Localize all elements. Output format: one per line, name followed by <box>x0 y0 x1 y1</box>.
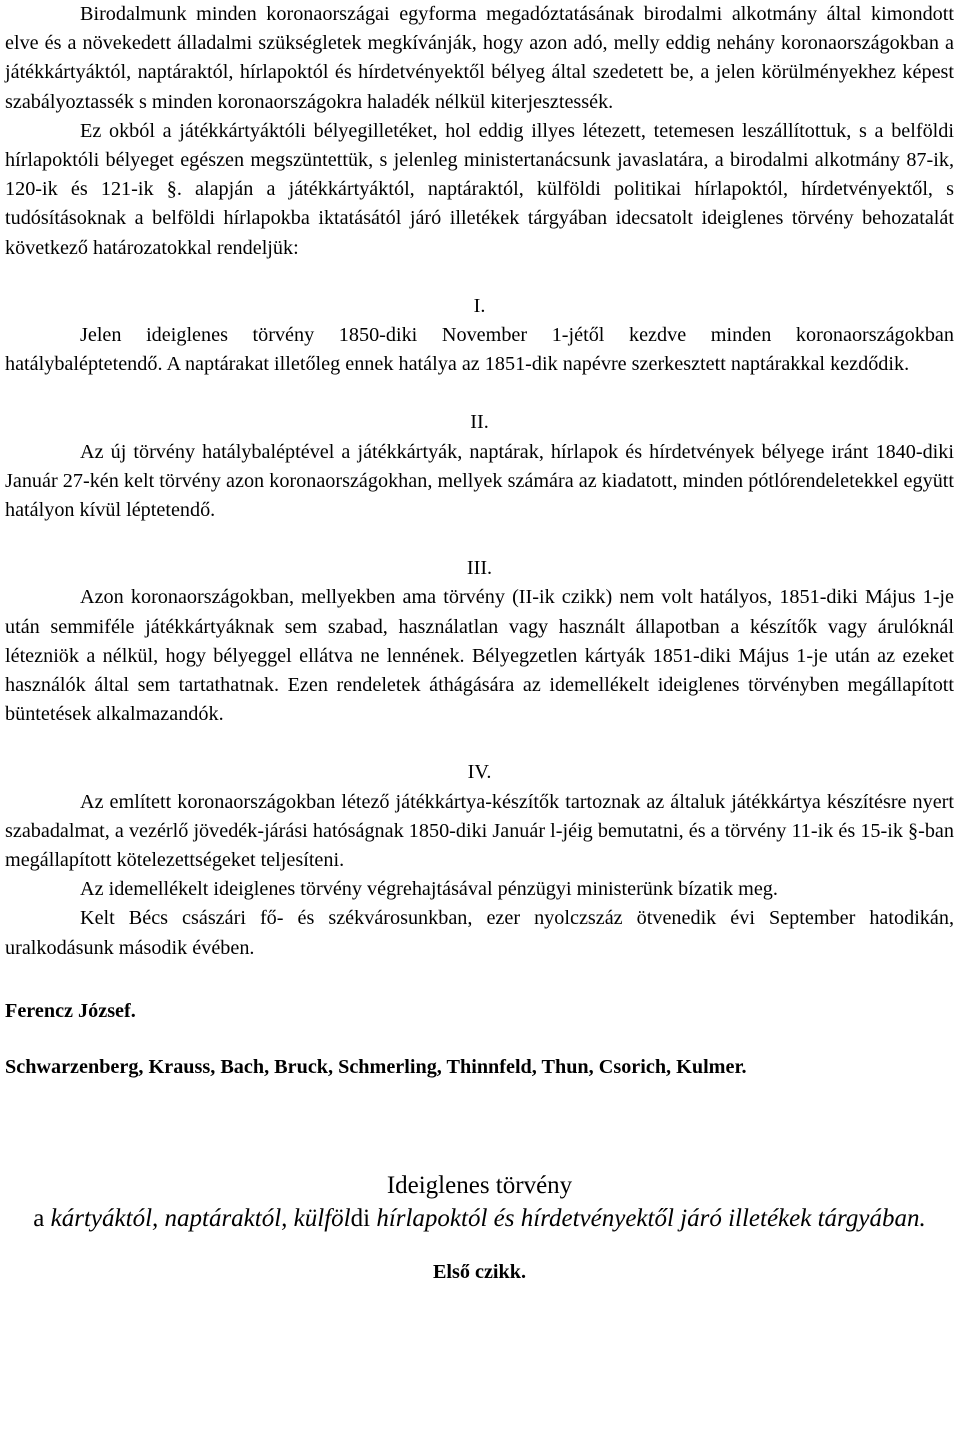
minister-signatures: Schwarzenberg, Krauss, Bach, Bruck, Schmerling, Thinnfeld, Thun, Csorich, Kulmer. <box>5 1056 747 1079</box>
spacer <box>5 963 954 997</box>
spacer <box>5 525 954 554</box>
section-3-paragraph: Azon koronaországokban, mellyekben ama törvény (II-ik czikk) nem volt hatályos, 1851-diki Május 1-je után semmiféle játékkártyáknak sem szabad, használatlan vagy használt állapotban a készítők vagy árulóknál létezniök a nélkül, hogy bélyeggel ellátva ne lennének. Bélyegzetlen kártyák 1851-diki Május 1-je után az ezeket használók által sem tartathatnak. Ezen rendeletek áthágására az idemellékelt ideiglenes törvényben megállapított büntetések alkalmazandók. <box>5 586 954 726</box>
annex-subtitle-italic-1: kártyáktól, naptáraktól, külföl <box>50 1205 351 1233</box>
section-numeral-4: IV. <box>467 761 492 784</box>
preamble-paragraph-1: Birodalmunk minden koronaországai egyforma megadóztatásának birodalmi alkotmány által kimondott elve és a növekedett álladalmi szükségletek megkívánják, hogy azon adó, melly eddig nehány koronaországokban a játékkártyáktól, naptáraktól, hírlapoktól és hírdetvényektől bélyeg által szedetett be, a jelen körülményekhez képest szabályoztassék s minden koronaországokra haladék nélkül kiterjesztessék. <box>5 3 954 113</box>
spacer <box>5 729 954 758</box>
section-4-paragraph-2: Az idemellékelt ideiglenes törvény végrehajtásával pénzügyi ministerünk bízatik meg. <box>80 878 778 901</box>
emperor-signature: Ferencz József. <box>5 999 136 1022</box>
section-1-paragraph: Jelen ideiglenes törvény 1850-diki November 1-jétől kezdve minden koronaországokban hatálybaléptetendő. A naptárakat illetőleg ennek hatálya az 1851-dik napévre szerkesztett naptárakkal kezdődik. <box>5 324 954 376</box>
spacer <box>5 1082 954 1169</box>
section-2-paragraph: Az új törvény hatálybaléptével a játékkártyák, naptárak, hírlapok és hírdetvények bélyege iránt 1840-diki Január 27-kén kelt törvény azon koronaországokhan, mellyek számára az kiadatott, minden pótlórendeletekkel együtt hatályon kívül léptetendő. <box>5 440 954 522</box>
annex-subtitle-italic-2: hírlapoktól és hírdetvényektől járó illetékek tárgyában. <box>370 1205 926 1233</box>
spacer <box>5 1026 954 1053</box>
spacer <box>5 1236 954 1258</box>
annex-title: Ideiglenes törvény <box>386 1172 573 1200</box>
annex-subtitle-prefix: a <box>33 1205 51 1233</box>
preamble-paragraph-2: Ez okból a játékkártyáktóli bélyegilletéket, hol eddig illyes létezett, tetemesen leszállítottuk, s a belföldi hírlapoktóli bélyeget egészen megszüntettük, s jelenleg ministertanácsunk javaslatára, a birodalmi alkotmány 87-ik, 120-ik és 121-ik §. alapján a játékkártyáktól, naptáraktól, külföldi politikai hírlapoktól, hírdetvényektől, s tudósításoknak a belföldi hírlapokba iktatásától járó illetékek tárgyában idecsatolt ideiglenes törvény behozatalát következő határozatokkal rendeljük: <box>5 119 954 259</box>
section-numeral-3: III. <box>466 557 493 580</box>
annex-subtitle-plain: di <box>350 1205 371 1233</box>
annex-subtitle <box>5 1202 954 1236</box>
section-4-paragraph-1: Az említett koronaországokban létező játékkártya-készítők tartoznak az általuk játékkártya készítésre nyert szabadalmat, a vezérlő jövedék-járási hatóságnak 1850-diki Január l-jéig bemutatni, és a törvény 11-ik és 15-ik §-ban megállapított kötelezettségeket teljesíteni. <box>5 790 954 872</box>
spacer <box>5 379 954 408</box>
first-article-heading: Első czikk. <box>432 1261 527 1284</box>
spacer <box>5 263 954 292</box>
section-numeral-1: I. <box>473 294 486 317</box>
section-4-paragraph-3: Kelt Bécs császári fő- és székvárosunkban, ezer nyolczszáz ötvenedik évi September hatodikán, uralkodásunk második évében. <box>5 907 954 959</box>
section-numeral-2: II. <box>470 411 489 434</box>
